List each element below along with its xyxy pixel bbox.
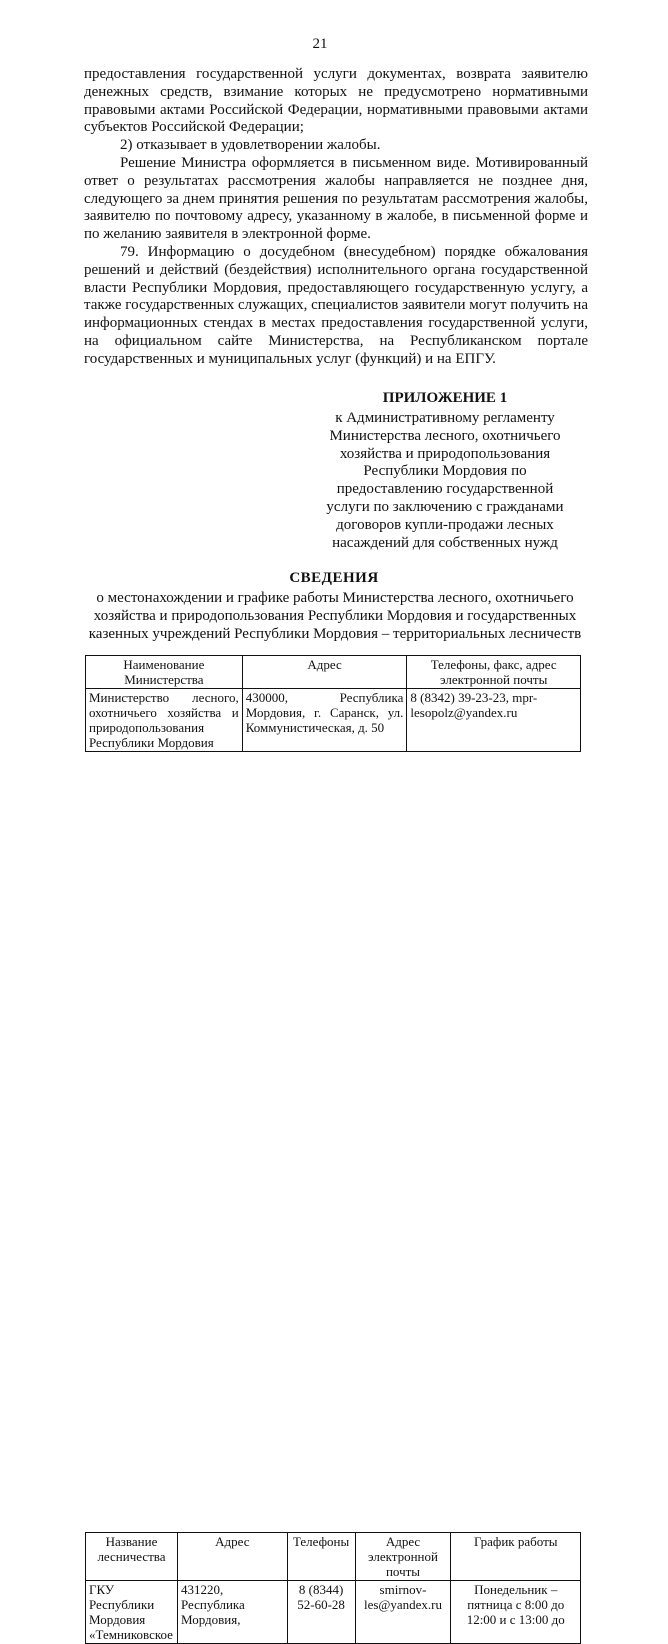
table-header-row [86, 656, 581, 689]
appendix-title: ПРИЛОЖЕНИЕ 1 [382, 390, 508, 406]
body-text [84, 66, 588, 369]
table-header-cell: Телефоны [287, 1533, 355, 1581]
appendix-line: Министерства лесного, охотничьего [329, 427, 561, 444]
paragraph: предоставления государственной услуги документах, возврата заявителю денежных средств, взимание которых не предусмотрено нормативными правовыми актами Российской Федерации, нормативными правовыми актами субъектов Российской Федерации; [84, 66, 588, 136]
appendix-line: Республики Мордовия по [363, 463, 527, 480]
ministry-contacts-cell: 8 (8342) 39-23-23, mpr-lesopolz@yandex.ru [407, 689, 581, 752]
page-number: 21 [312, 36, 328, 52]
ministry-name-cell: Министерство лесного, охотничьего хозяйства и природопользования Республики Мордовия [86, 689, 243, 752]
forestry-table-clip [0, 766, 640, 1642]
forestry-name-cell: ГКУ Республики Мордовия «Темниковское [86, 1581, 178, 1644]
appendix-subtitle [300, 410, 590, 552]
appendix-line: к Административному регламенту [335, 410, 555, 426]
ministry-address-cell: 430000, Республика Мордовия, г. Саранск, ул. Коммунистическая, д. 50 [242, 689, 407, 752]
forestry-schedule-cell: Понедельник – пятница с 8:00 до 12:00 и с 13:00 до [451, 1581, 581, 1644]
svedeniya-subtitle: о местонахождении и графике работы Министерства лесного, охотничьего хозяйства и природопользования Республики Мордовия и государственных казенных учреждений Республики Мордовия – территориальных лесничеств [88, 590, 582, 642]
appendix-line: предоставлению государственной [336, 481, 554, 498]
table-header-cell: График работы [451, 1533, 581, 1581]
table-row [86, 689, 581, 752]
appendix-line: услуги по заключению с гражданами [326, 498, 564, 515]
forestry-table [85, 1532, 581, 1644]
paragraph: 2) отказывает в удовлетворении жалобы. [120, 137, 381, 154]
appendix-line: договоров купли-продажи лесных [336, 516, 554, 533]
table-header-row [86, 1533, 581, 1581]
appendix-line: насаждений для собственных нужд [332, 534, 558, 551]
ministry-table [85, 655, 581, 752]
forestry-address-cell: 431220, Республика Мордовия, [177, 1581, 287, 1644]
table-header-cell: Адрес [177, 1533, 287, 1581]
table-header-cell: Адрес электронной почты [355, 1533, 451, 1581]
paragraph: Решение Министра оформляется в письменном виде. Мотивированный ответ о результатах рассмотрения жалобы направляется не позднее дня, следующего за днем принятия решения по результатам рассмотрения жалобы, заявителю по почтовому адресу, указанному в жалобе, в письменной форме и по желанию заявителя в электронной форме. [84, 154, 588, 243]
forestry-phones-cell: 8 (8344) 52-60-28 [287, 1581, 355, 1644]
table-row [86, 1581, 581, 1644]
paragraph: 79. Информацию о досудебном (внесудебном) порядке обжалования решений и действий (бездействия) исполнительного органа государственной власти Республики Мордовия, предоставляющего государственную услугу, а также государственных служащих, специалистов заявители могут получить на информационных стендах в местах предоставления государственной услуги, на официальном сайте Министерства, на Республиканском портале государственных и муниципальных услуг (функций) и на ЕПГУ. [84, 243, 588, 367]
table-header-cell: Наименование Министерства [86, 656, 243, 689]
table-header-cell: Телефоны, факс, адрес электронной почты [407, 656, 581, 689]
forestry-email-cell: smirnov-les@yandex.ru [355, 1581, 451, 1644]
table-header-cell: Название лесничества [86, 1533, 178, 1581]
table-header-cell: Адрес [242, 656, 407, 689]
svedeniya-title: СВЕДЕНИЯ [289, 570, 379, 586]
appendix-line: хозяйства и природопользования [339, 445, 551, 462]
